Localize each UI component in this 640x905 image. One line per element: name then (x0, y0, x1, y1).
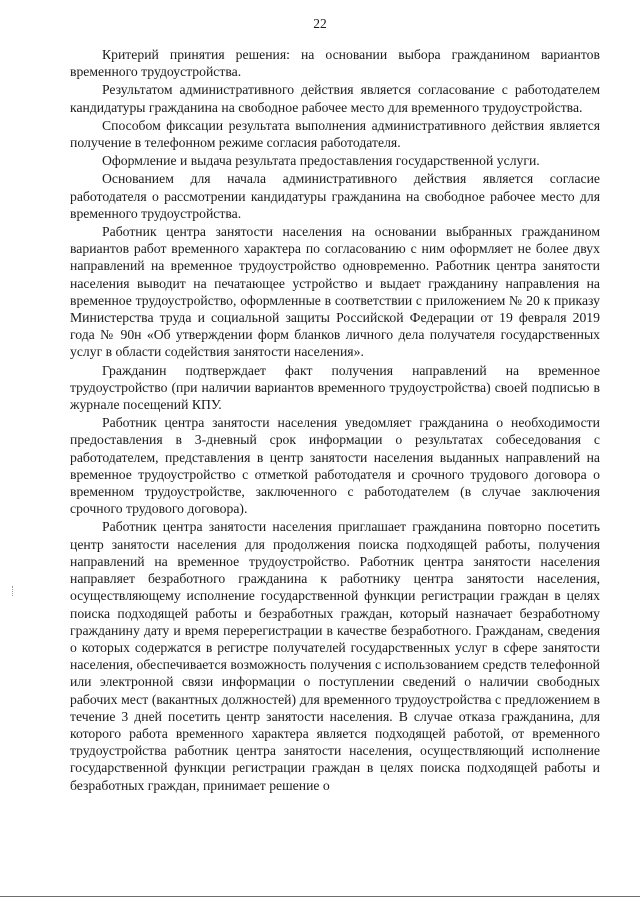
document-body (70, 46, 600, 794)
paragraph-repeat-visit: Работник центра занятости населения приглашает гражданина повторно посетить центр занятости населения для продолжения поиска подходящей работы, получения направлений на временное трудоустройство. Работник центра занятости населения направляет безработного гражданина к работнику центра занятости населения, осуществляющему исполнение государственной функции регистрации граждан в целях поиска подходящей работы и безработных граждан, который назначает безработному гражданину дату и время перерегистрации в качестве безработного. Гражданам, сведения о которых содержатся в регистре получателей государственных услуг в сфере занятости населения, обеспечивается возможность получения с использованием средств телефонной или электронной связи информации о поступлении сведений о наличии свободных рабочих мест (вакантных должностей) для временного трудоустройства с предложением в течение 3 дней посетить центр занятости населения. В случае отказа гражданина, для которого работа временного характера является подходящей работой, от временного трудоустройства работник центра занятости населения, осуществляющий исполнение государственной функции регистрации граждан в целях поиска подходящей работы и безработных граждан, принимает решение о (70, 519, 600, 793)
scan-artifact (12, 586, 15, 596)
paragraph-result-issuance-heading: Оформление и выдача результата предоставления государственной услуги. (102, 153, 540, 169)
paragraph-result-recording: Способом фиксации результата выполнения административного действия является получение в телефонном режиме согласия работодателя. (70, 117, 600, 151)
paragraph-action-result: Результатом административного действия является согласование с работодателем кандидатуры гражданина на свободное рабочее место для временного трудоустройства. (70, 82, 600, 115)
page-bottom-edge (0, 896, 640, 897)
paragraph-citizen-confirmation: Гражданин подтверждает факт получения направлений на временное трудоустройство (при наличии вариантов временного трудоустройства) своей подписью в журнале посещений КПУ. (70, 362, 600, 413)
paragraph-action-basis: Основанием для начала административного действия является согласие работодателя о рассмотрении кандидатуры гражданина на свободное рабочее место для временного трудоустройства. (70, 171, 600, 221)
paragraph-referral-issuance: Работник центра занятости населения на основании выбранных гражданином вариантов работ временного характера по согласованию с ним оформляет не более двух направлений на временное трудоустройство одновременно. Работник центра занятости населения выводит на печатающее устройство и выдает гражданину направления на временное трудоустройство, оформленные в соответствии с приложением № 20 к приказу Министерства труда и социальной защиты Российской Федерации от 19 февраля 2019 года № 90н «Об утверждении форм бланков личного дела получателя государственных услуг в области содействия занятости населения». (70, 224, 600, 360)
paragraph-decision-criterion: Критерий принятия решения: на основании выбора гражданином вариантов временного трудоустройства. (70, 47, 600, 80)
paragraph-notification: Работник центра занятости населения уведомляет гражданина о необходимости предоставления в 3-дневный срок информации о результатах собеседования с работодателем, представления в центр занятости населения выданных направлений на временное трудоустройство с отметкой работодателя и срочного трудового договора о временном трудоустройстве, заключенного с работодателем (в случае заключения срочного трудового договора). (70, 415, 600, 517)
page-number: 22 (313, 16, 327, 31)
